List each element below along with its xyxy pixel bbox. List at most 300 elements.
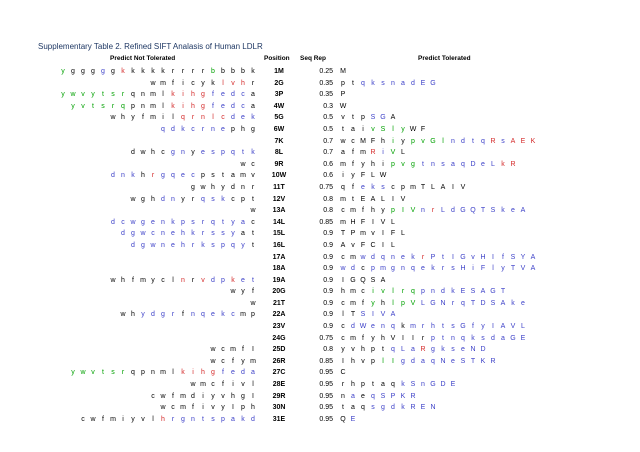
residue: q	[461, 160, 465, 168]
residue: h	[121, 114, 125, 122]
table-row	[0, 136, 640, 148]
residue: s	[191, 218, 195, 226]
residue: k	[251, 68, 255, 75]
residue: m	[340, 218, 346, 226]
residue: d	[371, 253, 375, 261]
residue: k	[401, 323, 405, 331]
residue: y	[371, 334, 375, 342]
residue: g	[101, 68, 105, 75]
table-row	[0, 240, 640, 252]
residue: r	[401, 288, 405, 296]
residue: m	[110, 415, 116, 423]
residue: I	[342, 357, 344, 365]
residue: y	[131, 415, 135, 423]
residue: a	[351, 392, 355, 400]
residue: k	[131, 68, 135, 75]
residue: p	[131, 102, 135, 110]
residue: K	[530, 137, 536, 145]
residue: b	[231, 68, 235, 75]
seq-rep-value: 0.25	[319, 68, 333, 75]
residue: E	[460, 288, 466, 296]
tolerated-residues	[338, 344, 488, 356]
residue: a	[341, 149, 345, 157]
residue: S	[490, 207, 496, 215]
residue: y	[241, 288, 245, 296]
residue: F	[420, 125, 426, 133]
residue: s	[381, 183, 385, 191]
residue: e	[181, 172, 185, 180]
residue: d	[171, 125, 175, 133]
residue: s	[221, 230, 225, 238]
residue: s	[451, 346, 455, 354]
table-row	[0, 205, 640, 217]
seq-rep-value: 0.95	[319, 381, 333, 389]
table-row	[0, 391, 640, 403]
seq-rep-value: 0.7	[323, 149, 333, 157]
seq-rep-value: 0.9	[323, 288, 333, 296]
residue: L	[391, 241, 395, 249]
residue: v	[361, 357, 365, 365]
residue: w	[250, 207, 256, 215]
seq-rep-cell	[313, 286, 335, 298]
residue: r	[121, 91, 125, 99]
residue: d	[411, 79, 415, 87]
residue: t	[342, 404, 344, 412]
residue: e	[481, 160, 485, 168]
residue: g	[391, 265, 395, 273]
residue: m	[240, 311, 246, 319]
residue: p	[361, 381, 365, 389]
residue: W	[379, 172, 387, 180]
residue: f	[232, 357, 234, 365]
residue: k	[471, 334, 475, 342]
residue: n	[451, 334, 455, 342]
residue: y	[201, 79, 205, 87]
residue: p	[201, 172, 205, 180]
residue: l	[162, 91, 164, 99]
residue: S	[370, 114, 376, 122]
residue: e	[371, 323, 375, 331]
residue: L	[491, 160, 495, 168]
residue: r	[421, 334, 425, 342]
residue: a	[501, 334, 505, 342]
residue: f	[502, 253, 504, 261]
table-row	[0, 275, 640, 287]
residue: L	[401, 230, 405, 238]
residue: v	[251, 172, 255, 180]
position-cell: 14L	[272, 218, 286, 226]
residue: n	[151, 369, 155, 377]
residue: L	[441, 207, 445, 215]
residue: r	[171, 311, 175, 319]
residue: r	[171, 415, 175, 423]
seq-rep-value: 0.75	[319, 183, 333, 191]
residue: l	[392, 125, 394, 133]
residue: k	[191, 230, 195, 238]
residue: t	[92, 102, 94, 110]
seq-rep-cell	[313, 275, 335, 287]
residue: G	[460, 323, 466, 331]
residue: i	[382, 149, 384, 157]
residue: p	[251, 311, 255, 319]
residue: c	[361, 288, 365, 296]
tolerated-residues	[338, 402, 438, 414]
residue: m	[410, 183, 416, 191]
residue: c	[341, 299, 345, 307]
residue: T	[470, 357, 476, 365]
residue: t	[442, 323, 444, 331]
position-cell: 9R	[274, 160, 284, 168]
residue: L	[521, 323, 525, 331]
residue: e	[221, 91, 225, 99]
residue: p	[391, 160, 395, 168]
residue: R	[510, 160, 516, 168]
residue: s	[381, 79, 385, 87]
table-row	[0, 89, 640, 101]
residue: p	[241, 195, 245, 203]
residue: V	[390, 334, 396, 342]
residue: c	[121, 218, 125, 226]
residue: F	[480, 265, 486, 273]
residue: c	[241, 102, 245, 110]
residue: p	[221, 415, 225, 423]
residue: n	[391, 253, 395, 261]
residue: v	[381, 288, 385, 296]
residue: R	[410, 392, 416, 400]
table-row	[0, 298, 640, 310]
seq-rep-value: 0.8	[323, 346, 333, 354]
residue: L	[431, 183, 435, 191]
residue: V	[510, 323, 516, 331]
residue: t	[222, 172, 224, 180]
residue: i	[182, 102, 184, 110]
residue: G	[430, 381, 436, 389]
position-cell: 22A	[272, 311, 286, 319]
residue: a	[231, 172, 235, 180]
residue: q	[231, 149, 235, 157]
residue: Q	[360, 276, 366, 284]
residue: c	[391, 183, 395, 191]
residue: F	[370, 137, 376, 145]
residue: q	[171, 172, 175, 180]
residue: e	[401, 253, 405, 261]
residue: m	[150, 114, 156, 122]
residue: p	[401, 299, 405, 307]
residue: A	[390, 114, 396, 122]
residue: V	[380, 218, 386, 226]
position-cell: 16L	[272, 241, 286, 249]
residue: t	[352, 79, 354, 87]
residue: y	[341, 346, 345, 354]
residue: w	[200, 183, 206, 191]
residue: a	[401, 79, 405, 87]
residue: s	[441, 160, 445, 168]
residue: e	[461, 346, 465, 354]
residue: y	[401, 125, 405, 133]
residue: T	[470, 299, 476, 307]
residue: a	[241, 230, 245, 238]
residue: q	[161, 125, 165, 133]
residue: y	[141, 311, 145, 319]
residue: t	[102, 369, 104, 377]
seq-rep-value: 0.6	[323, 172, 333, 180]
residue: n	[381, 323, 385, 331]
residue: A	[530, 253, 536, 261]
table-row	[0, 286, 640, 298]
position-cell: 11T	[273, 183, 285, 191]
not-tolerated-residues	[148, 391, 258, 403]
residue: n	[181, 149, 185, 157]
residue: v	[241, 381, 245, 389]
residue: v	[371, 230, 375, 238]
residue: e	[171, 230, 175, 238]
residue: L	[401, 346, 405, 354]
position-cell: 8L	[274, 149, 284, 157]
residue: s	[211, 195, 215, 203]
position-cell: 28E	[272, 381, 286, 389]
residue: g	[71, 68, 75, 75]
seq-rep-cell	[313, 402, 335, 414]
residue: G	[460, 207, 466, 215]
residue: y	[71, 102, 75, 110]
residue: k	[171, 218, 175, 226]
seq-rep-cell	[313, 321, 335, 333]
residue: w	[110, 276, 116, 284]
seq-rep-value: 0.35	[319, 79, 333, 87]
residue: k	[131, 172, 135, 180]
residue: a	[351, 125, 355, 133]
residue: I	[372, 218, 374, 226]
residue: k	[501, 207, 505, 215]
residue: y	[221, 404, 225, 412]
residue: i	[372, 288, 374, 296]
residue: N	[440, 357, 446, 365]
residue: c	[151, 392, 155, 400]
residue: f	[352, 183, 354, 191]
residue: k	[201, 241, 205, 249]
residue: y	[401, 137, 405, 145]
residue: d	[461, 137, 465, 145]
residue: n	[431, 160, 435, 168]
residue: d	[351, 323, 355, 331]
residue: g	[191, 183, 195, 191]
residue: q	[371, 392, 375, 400]
tolerated-residues	[338, 379, 458, 391]
not-tolerated-residues	[188, 182, 258, 194]
residue: f	[362, 334, 364, 342]
residue: f	[172, 79, 174, 87]
residue: e	[221, 125, 225, 133]
residue: k	[241, 415, 245, 423]
residue: i	[392, 137, 394, 145]
residue: H	[460, 265, 466, 273]
position-cell: 15L	[272, 230, 286, 238]
residue: m	[200, 381, 206, 389]
residue: y	[61, 91, 65, 99]
tolerated-residues	[338, 205, 528, 217]
residue: N	[470, 346, 476, 354]
tolerated-residues	[338, 391, 418, 403]
residue: w	[130, 195, 136, 203]
residue: n	[201, 114, 205, 122]
residue: I	[402, 334, 404, 342]
position-cell: 6W	[273, 125, 285, 133]
residue: P	[390, 392, 396, 400]
residue: g	[401, 357, 405, 365]
residue: w	[160, 392, 166, 400]
residue: S	[460, 357, 466, 365]
not-tolerated-residues	[58, 89, 258, 101]
seq-rep-value: 0.3	[323, 102, 333, 110]
residue: S	[410, 381, 416, 389]
residue: v	[371, 125, 375, 133]
residue: w	[90, 415, 96, 423]
residue: i	[202, 392, 204, 400]
residue: q	[391, 381, 395, 389]
residue: m	[240, 172, 246, 180]
residue: n	[421, 207, 425, 215]
position-cell: 20G	[272, 288, 286, 296]
table-row	[0, 263, 640, 275]
residue: m	[340, 195, 346, 203]
residue: s	[481, 334, 485, 342]
residue: w	[250, 299, 256, 307]
residue: p	[361, 114, 365, 122]
residue: q	[481, 137, 485, 145]
residue: y	[481, 323, 485, 331]
residue: c	[191, 172, 195, 180]
residue: k	[251, 149, 255, 157]
residue: k	[501, 160, 505, 168]
table-row	[0, 182, 640, 194]
residue: c	[341, 323, 345, 331]
residue: t	[252, 241, 254, 249]
residue: h	[351, 381, 355, 389]
seq-rep-cell	[313, 147, 335, 159]
residue: f	[352, 160, 354, 168]
residue: c	[341, 253, 345, 261]
residue: G	[460, 253, 466, 261]
residue: T	[350, 311, 356, 319]
seq-rep-value: 0.9	[323, 311, 333, 319]
residue: E	[360, 195, 366, 203]
residue: G	[430, 79, 436, 87]
tolerated-residues	[338, 240, 398, 252]
residue: v	[81, 102, 85, 110]
residue: r	[151, 172, 155, 180]
residue: I	[252, 346, 254, 354]
residue: f	[222, 369, 224, 377]
seq-rep-value: 0.5	[323, 125, 333, 133]
residue: h	[361, 346, 365, 354]
residue: m	[350, 253, 356, 261]
residue: E	[450, 381, 456, 389]
not-tolerated-residues	[78, 414, 258, 426]
residue: h	[381, 137, 385, 145]
residue: V	[390, 149, 396, 157]
residue: I	[452, 183, 454, 191]
residue: h	[181, 241, 185, 249]
residue: w	[130, 218, 136, 226]
tolerated-residues	[338, 112, 398, 124]
residue: g	[251, 125, 255, 133]
residue: n	[191, 311, 195, 319]
seq-rep-cell	[313, 379, 335, 391]
residue: q	[341, 183, 345, 191]
residue: v	[141, 415, 145, 423]
not-tolerated-residues	[238, 159, 258, 171]
residue: V	[520, 265, 526, 273]
residue: g	[81, 68, 85, 75]
residue: h	[351, 357, 355, 365]
residue: c	[251, 160, 255, 168]
residue: h	[241, 125, 245, 133]
residue: w	[340, 265, 346, 273]
tolerated-residues	[338, 228, 408, 240]
residue: r	[441, 265, 445, 273]
residue: r	[181, 68, 185, 75]
table-row	[0, 309, 640, 321]
residue: h	[121, 276, 125, 284]
residue: I	[412, 334, 414, 342]
residue: e	[361, 183, 365, 191]
residue: v	[81, 91, 85, 99]
residue: p	[371, 265, 375, 273]
residue: s	[211, 149, 215, 157]
table-row	[0, 414, 640, 426]
seq-rep-cell	[313, 228, 335, 240]
residue: c	[221, 357, 225, 365]
seq-rep-cell	[313, 333, 335, 345]
residue: y	[231, 218, 235, 226]
residue: p	[241, 404, 245, 412]
residue: q	[211, 218, 215, 226]
residue: S	[490, 299, 496, 307]
residue: h	[371, 160, 375, 168]
residue: l	[162, 102, 164, 110]
residue: R	[420, 346, 426, 354]
tolerated-residues	[338, 333, 528, 345]
seq-rep-cell	[313, 217, 335, 229]
residue: t	[252, 230, 254, 238]
residue: P	[340, 91, 346, 99]
residue: V	[460, 183, 466, 191]
residue: a	[231, 415, 235, 423]
residue: e	[361, 392, 365, 400]
seq-rep-value: 0.9	[323, 276, 333, 284]
tolerated-residues	[338, 275, 388, 287]
seq-rep-value: 0.75	[319, 334, 333, 342]
residue: D	[480, 299, 486, 307]
residue: w	[80, 369, 86, 377]
residue: g	[161, 172, 165, 180]
seq-rep-value: 0.8	[323, 207, 333, 215]
residue: f	[182, 311, 184, 319]
residue: k	[161, 68, 165, 75]
tolerated-residues	[338, 124, 428, 136]
seq-rep-cell	[313, 309, 335, 321]
seq-rep-cell	[313, 298, 335, 310]
residue: E	[420, 404, 426, 412]
residue: h	[241, 79, 245, 87]
residue: q	[431, 357, 435, 365]
residue: r	[171, 68, 175, 75]
residue: p	[221, 276, 225, 284]
residue: p	[221, 149, 225, 157]
position-cell: 24G	[272, 334, 286, 342]
residue: f	[142, 114, 144, 122]
residue: E	[420, 79, 426, 87]
